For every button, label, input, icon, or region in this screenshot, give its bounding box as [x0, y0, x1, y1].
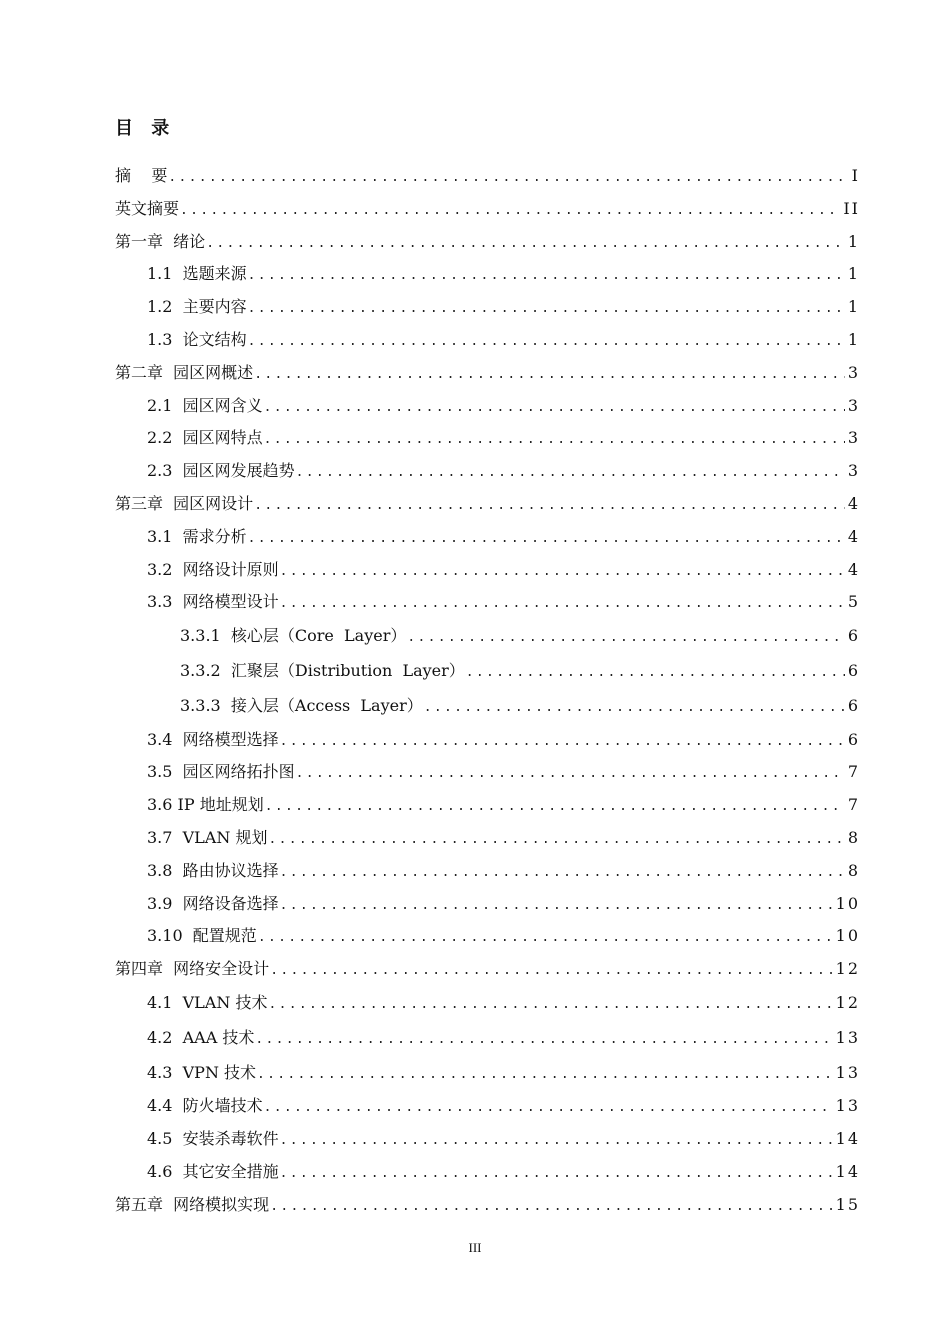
toc-entry-label: 4.4 防火墙技术 — [147, 1096, 263, 1116]
page-title: 目 录 — [115, 118, 176, 139]
toc-dot-leader — [466, 656, 845, 691]
toc-dot-leader — [280, 857, 845, 890]
table-of-contents — [115, 160, 860, 1222]
toc-dot-leader — [296, 457, 845, 490]
toc-entry[interactable] — [115, 756, 860, 789]
toc-entry-label: 3.6 IP 地址规划 — [147, 795, 264, 815]
toc-entry[interactable] — [115, 953, 860, 986]
toc-entry[interactable] — [115, 1021, 860, 1056]
toc-dot-leader — [254, 490, 845, 523]
toc-dot-leader — [280, 556, 845, 589]
toc-entry-page: 6 — [847, 660, 860, 680]
toc-entry-label: 3.2 网络设计原则 — [147, 559, 279, 579]
toc-entry-page: 3 — [847, 428, 860, 448]
toc-entry-label: 3.7 VLAN 规划 — [147, 827, 268, 847]
toc-entry-label: 第五章 网络模拟实现 — [115, 1194, 270, 1214]
toc-entry-page: 12 — [835, 959, 860, 979]
toc-entry-label: 3.3.2 汇聚层（Distribution Layer） — [180, 660, 465, 680]
toc-entry-label: 3.5 园区网络拓扑图 — [147, 762, 295, 782]
toc-entry-label: 2.1 园区网含义 — [147, 395, 263, 415]
toc-dot-leader — [264, 392, 845, 425]
toc-dot-leader — [258, 922, 833, 955]
toc-entry[interactable] — [115, 193, 860, 226]
toc-dot-leader — [248, 523, 845, 556]
toc-entry-label: 3.9 网络设备选择 — [147, 893, 279, 913]
toc-entry[interactable] — [115, 724, 860, 757]
toc-entry-page: I — [851, 166, 860, 185]
toc-dot-leader — [264, 424, 845, 457]
toc-entry[interactable] — [115, 789, 860, 822]
toc-entry-label: 3.4 网络模型选择 — [147, 729, 279, 749]
toc-entry[interactable] — [115, 986, 860, 1021]
toc-dot-leader — [254, 359, 845, 392]
toc-entry[interactable] — [115, 324, 860, 357]
toc-entry-page: 7 — [847, 762, 860, 782]
toc-entry[interactable] — [115, 689, 860, 724]
toc-entry[interactable] — [115, 1056, 860, 1091]
toc-entry[interactable] — [115, 160, 860, 193]
toc-entry-page: 7 — [847, 795, 860, 815]
toc-entry-page: 15 — [835, 1194, 860, 1214]
toc-entry-page: 6 — [847, 695, 860, 715]
toc-entry[interactable] — [115, 654, 860, 689]
toc-entry-page: 14 — [835, 1129, 860, 1149]
toc-entry-label: 第二章 园区网概述 — [115, 362, 254, 382]
toc-entry[interactable] — [115, 488, 860, 521]
toc-entry-label: 4.3 VPN 技术 — [147, 1062, 257, 1082]
toc-entry[interactable] — [115, 455, 860, 488]
toc-entry[interactable] — [115, 1123, 860, 1156]
toc-entry-page: 4 — [847, 493, 860, 513]
toc-entry-label: 第三章 园区网设计 — [115, 493, 254, 513]
toc-entry[interactable] — [115, 619, 860, 654]
toc-dot-leader — [248, 326, 845, 359]
toc-entry[interactable] — [115, 1189, 860, 1222]
toc-entry-page: 4 — [847, 526, 860, 546]
toc-entry[interactable] — [115, 1156, 860, 1189]
toc-entry-label: 英文摘要 — [115, 198, 180, 218]
toc-dot-leader — [248, 260, 845, 293]
toc-entry-label: 1.3 论文结构 — [147, 329, 247, 349]
toc-dot-leader — [268, 988, 832, 1023]
toc-dot-leader — [264, 1092, 833, 1125]
toc-entry-label: 4.1 VLAN 技术 — [147, 992, 268, 1012]
toc-dot-leader — [280, 588, 845, 621]
toc-entry-label: 3.3.1 核心层（Core Layer） — [180, 626, 407, 646]
toc-entry[interactable] — [115, 822, 860, 855]
toc-entry-page: 13 — [835, 1062, 860, 1082]
toc-dot-leader — [257, 1058, 833, 1093]
toc-entry[interactable] — [115, 422, 860, 455]
toc-dot-leader — [206, 228, 845, 261]
toc-entry-page: 14 — [835, 1161, 860, 1181]
page-number: III — [468, 1240, 482, 1255]
toc-dot-leader — [407, 621, 844, 656]
toc-entry-label: 4.2 AAA 技术 — [147, 1027, 255, 1047]
toc-entry-label: 4.6 其它安全措施 — [147, 1161, 279, 1181]
toc-entry-page: 5 — [847, 592, 860, 612]
toc-entry[interactable] — [115, 554, 860, 587]
toc-dot-leader — [180, 195, 840, 228]
toc-entry-page: 3 — [847, 362, 860, 382]
toc-entry[interactable] — [115, 226, 860, 259]
toc-entry-page: 1 — [847, 264, 860, 284]
toc-entry[interactable] — [115, 586, 860, 619]
toc-entry-page: 3 — [847, 461, 860, 481]
toc-entry-page: 10 — [835, 893, 860, 913]
toc-entry[interactable] — [115, 521, 860, 554]
toc-dot-leader — [280, 1158, 833, 1191]
toc-entry-label: 3.8 路由协议选择 — [147, 860, 279, 880]
toc-entry-label: 3.1 需求分析 — [147, 526, 247, 546]
toc-dot-leader — [270, 1191, 832, 1224]
toc-entry-label: 3.10 配置规范 — [147, 926, 257, 946]
toc-entry-label: 1.1 选题来源 — [147, 264, 247, 284]
toc-entry-page: 13 — [835, 1096, 860, 1116]
toc-entry-label: 2.3 园区网发展趋势 — [147, 461, 295, 481]
toc-entry-page: 4 — [847, 559, 860, 579]
toc-dot-leader — [248, 293, 845, 326]
toc-entry-page: 6 — [847, 729, 860, 749]
toc-entry-page: 8 — [847, 827, 860, 847]
toc-entry-page: 13 — [835, 1027, 860, 1047]
toc-dot-leader — [280, 1125, 833, 1158]
toc-entry-page: 1 — [847, 329, 860, 349]
toc-entry-page: 1 — [847, 297, 860, 317]
toc-entry-page: 3 — [847, 395, 860, 415]
toc-entry[interactable] — [115, 390, 860, 423]
toc-entry-label: 2.2 园区网特点 — [147, 428, 263, 448]
toc-entry-label: 3.3 网络模型设计 — [147, 592, 279, 612]
toc-entry[interactable] — [115, 1090, 860, 1123]
toc-dot-leader — [168, 162, 848, 195]
toc-entry-page: II — [843, 198, 860, 218]
toc-entry-page: 8 — [847, 860, 860, 880]
toc-dot-leader — [296, 758, 845, 791]
toc-entry[interactable] — [115, 291, 860, 324]
toc-entry[interactable] — [115, 258, 860, 291]
toc-entry-label: 摘 要 — [115, 166, 168, 185]
toc-entry-label: 第一章 绪论 — [115, 231, 206, 251]
toc-entry[interactable] — [115, 920, 860, 953]
toc-dot-leader — [280, 726, 845, 759]
toc-dot-leader — [265, 791, 845, 824]
toc-entry-page: 12 — [835, 992, 860, 1012]
toc-dot-leader — [268, 824, 844, 857]
toc-dot-leader — [255, 1023, 832, 1058]
toc-entry-label: 1.2 主要内容 — [147, 297, 247, 317]
toc-entry-page: 10 — [835, 926, 860, 946]
toc-entry-label: 4.5 安装杀毒软件 — [147, 1129, 279, 1149]
toc-entry-label: 3.3.3 接入层（Access Layer） — [180, 695, 423, 715]
toc-dot-leader — [270, 955, 832, 988]
toc-dot-leader — [424, 691, 845, 726]
toc-entry-label: 第四章 网络安全设计 — [115, 959, 270, 979]
toc-entry-page: 1 — [847, 231, 860, 251]
toc-entry[interactable] — [115, 855, 860, 888]
toc-entry-page: 6 — [847, 626, 860, 646]
toc-entry[interactable] — [115, 357, 860, 390]
toc-dot-leader — [280, 890, 833, 923]
toc-entry[interactable] — [115, 888, 860, 921]
